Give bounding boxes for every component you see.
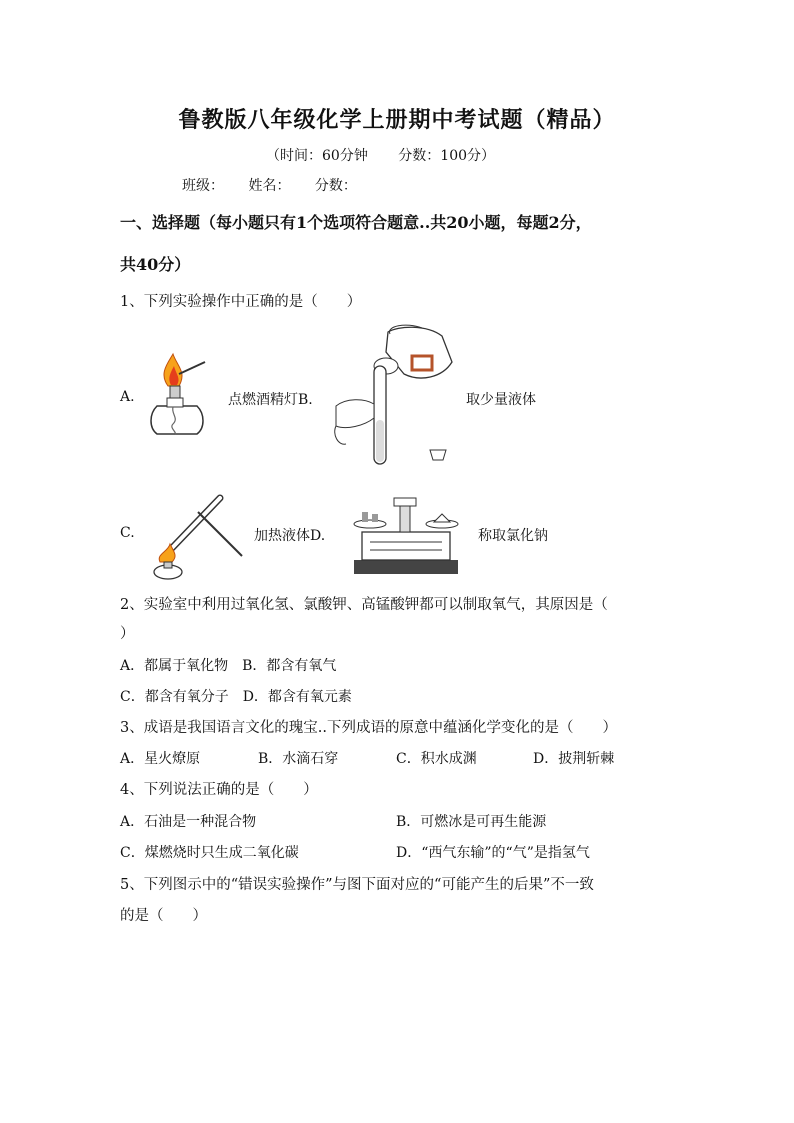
q1-option-a-letter: A.	[120, 389, 135, 405]
q1-option-d-text: 称取氯化钠	[478, 528, 548, 544]
q3-option-b: B．水滴石穿	[258, 751, 339, 767]
section-heading-line1: 一、选择题（每小题只有1个选项符合题意..共20小题，每题2分，	[120, 213, 592, 232]
question-2-stem-line2: ）	[120, 626, 135, 642]
q4-option-a: A．石油是一种混合物	[120, 814, 257, 830]
q3-option-a: A．星火燎原	[120, 751, 201, 767]
alcohol-lamp-lighting-figure	[143, 352, 213, 444]
question-5-stem-line2: 的是（ ）	[120, 908, 207, 924]
class-label: 班级：	[182, 178, 224, 194]
q3-option-c: C．积水成渊	[396, 751, 477, 767]
q1-option-b-text: 取少量液体	[466, 392, 536, 408]
question-5-stem-line1: 5、下列图示中的“错误实验操作”与图下面对应的“可能产生的后果”不一致	[120, 877, 594, 893]
question-3-stem: 3、成语是我国语言文化的瑰宝..下列成语的原意中蕴涵化学变化的是（ ）	[120, 720, 617, 736]
q4-option-d: D．“西气东输”的“气”是指氢气	[396, 845, 590, 861]
question-4-stem: 4、下列说法正确的是（ ）	[120, 782, 318, 798]
question-1-stem: 1、下列实验操作中正确的是（ ）	[120, 294, 362, 310]
q4-option-c: C．煤燃烧时只生成二氧化碳	[120, 845, 299, 861]
pour-liquid-figure	[330, 322, 460, 470]
q2-options-row1: A．都属于氧化物 B．都含有氧气	[120, 658, 337, 674]
q1-option-a-text: 点燃酒精灯B.	[228, 392, 313, 408]
question-2-stem-line1: 2、实验室中利用过氧化氢、氯酸钾、高锰酸钾都可以制取氧气，其原因是（	[120, 597, 608, 613]
exam-time: （时间：60分钟	[266, 148, 368, 164]
page-title: 鲁教版八年级化学上册期中考试题（精品）	[178, 107, 616, 133]
name-label: 姓名：	[248, 178, 291, 194]
exam-total-score: 分数：100分）	[398, 148, 496, 164]
balance-scale-figure	[350, 492, 462, 576]
q2-options-row2: C．都含有氧分子 D．都含有氧元素	[120, 689, 352, 705]
exam-meta	[266, 145, 495, 165]
score-label: 分数：	[314, 178, 357, 194]
q3-option-d: D．披荆斩棘	[533, 751, 615, 767]
student-info	[182, 175, 377, 195]
section-heading-line2: 共40分）	[120, 255, 191, 274]
q4-option-b: B．可燃冰是可再生能源	[396, 814, 547, 830]
q1-option-c-text: 加热液体D.	[254, 528, 326, 544]
heat-liquid-figure	[150, 492, 250, 582]
q1-option-c-letter: C.	[120, 525, 135, 541]
